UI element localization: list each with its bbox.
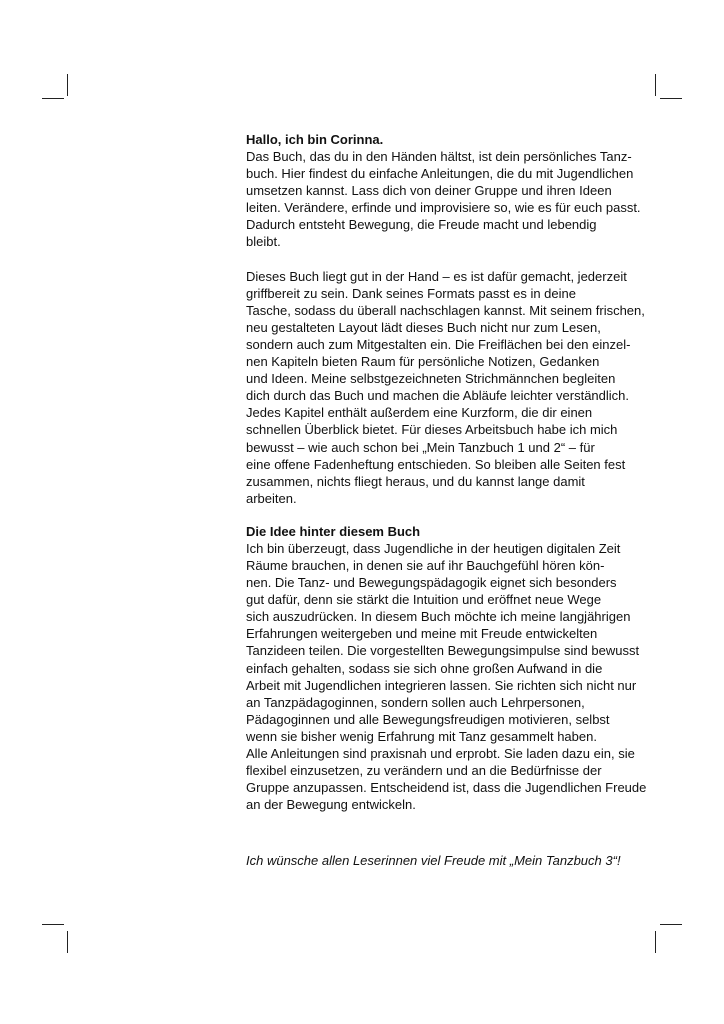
text-line: wenn sie bisher wenig Erfahrung mit Tanz gesammelt haben.	[246, 728, 597, 744]
crop-mark	[660, 98, 682, 99]
crop-mark	[655, 74, 656, 96]
text-line: schnellen Überblick bietet. Für dieses Arbeitsbuch habe ich mich	[246, 422, 618, 438]
text-line: flexibel einzusetzen, zu verändern und an die Bedürfnisse der	[246, 763, 602, 779]
text-line: griffbereit zu sein. Dank seines Formats passt es in deine	[246, 285, 576, 301]
text-line: Jedes Kapitel enthält außerdem eine Kurzform, die dir einen	[246, 405, 593, 421]
text-line: Dieses Buch liegt gut in der Hand – es ist dafür gemacht, jederzeit	[246, 268, 627, 284]
text-line: nen Kapiteln bieten Raum für persönliche Notizen, Gedanken	[246, 354, 600, 370]
text-line: und Ideen. Meine selbstgezeichneten Strichmännchen begleiten	[246, 371, 616, 387]
idea-paragraph	[246, 540, 647, 814]
intro-paragraph	[246, 148, 641, 251]
text-line: Gruppe anzupassen. Entscheidend ist, dass die Jugendlichen Freude	[246, 780, 647, 796]
text-line: arbeiten.	[246, 490, 297, 506]
book-paragraph	[246, 268, 645, 507]
crop-mark	[67, 74, 68, 96]
crop-mark	[67, 931, 68, 953]
text-line: nen. Die Tanz- und Bewegungspädagogik eignet sich besonders	[246, 575, 617, 591]
text-line: umsetzen kannst. Lass dich von deiner Gruppe und ihren Ideen	[246, 183, 612, 199]
text-column	[246, 132, 647, 813]
text-line: bewusst – wie auch schon bei „Mein Tanzbuch 1 und 2“ – für	[246, 439, 595, 455]
text-line: an Tanzpädagoginnen, sondern sollen auch Lehrpersonen,	[246, 694, 585, 710]
text-line: Pädagoginnen und alle Bewegungsfreudigen motivieren, selbst	[246, 711, 610, 727]
text-line: Tasche, sodass du überall nachschlagen kannst. Mit seinem frischen,	[246, 302, 645, 318]
text-line: sich auszudrücken. In diesem Buch möchte ich meine langjährigen	[246, 609, 631, 625]
closing-line: Ich wünsche allen Leserinnen viel Freude mit „Mein Tanzbuch 3“!	[246, 853, 621, 868]
text-line: Räume brauchen, in denen sie auf ihr Bauchgefühl hören kön-	[246, 557, 605, 573]
crop-mark	[42, 98, 64, 99]
text-line: dich durch das Buch und machen die Abläufe leichter verständlich.	[246, 388, 630, 404]
text-line: gut dafür, denn sie stärkt die Intuition und eröffnet neue Wege	[246, 592, 602, 608]
text-line: Ich bin überzeugt, dass Jugendliche in der heutigen digitalen Zeit	[246, 540, 621, 556]
text-line: zusammen, nichts fliegt heraus, und du kannst lange damit	[246, 473, 585, 489]
text-line: eine offene Fadenheftung entschieden. So bleiben alle Seiten fest	[246, 456, 626, 472]
text-line: bleibt.	[246, 234, 281, 250]
crop-mark	[42, 924, 64, 925]
text-line: an der Bewegung entwickeln.	[246, 797, 416, 813]
text-line: Arbeit mit Jugendlichen integrieren lassen. Sie richten sich nicht nur	[246, 677, 637, 693]
section-heading-intro: Hallo, ich bin Corinna.	[246, 132, 384, 147]
text-line: sondern auch zum Mitgestalten ein. Die Freiflächen bei den einzel-	[246, 336, 631, 352]
crop-mark	[655, 931, 656, 953]
text-line: neu gestalteten Layout lädt dieses Buch nicht nur zum Lesen,	[246, 319, 601, 335]
section-heading-idea: Die Idee hinter diesem Buch	[246, 523, 421, 539]
text-line: einfach gehalten, sodass sie sich ohne großen Aufwand in die	[246, 660, 603, 676]
crop-mark	[660, 924, 682, 925]
text-line: Alle Anleitungen sind praxisnah und erprobt. Sie laden dazu ein, sie	[246, 746, 635, 761]
text-line: leiten. Verändere, erfinde und improvisiere so, wie es für euch passt.	[246, 200, 641, 216]
text-line: buch. Hier findest du einfache Anleitungen, die du mit Jugendlichen	[246, 166, 634, 182]
text-line: Tanzideen teilen. Die vorgestellten Bewegungsimpulse sind bewusst	[246, 643, 640, 659]
text-line: Dadurch entsteht Bewegung, die Freude macht und lebendig	[246, 217, 597, 233]
text-line: Das Buch, das du in den Händen hältst, ist dein persönliches Tanz-	[246, 149, 632, 164]
text-line: Erfahrungen weitergeben und meine mit Freude entwickelten	[246, 626, 598, 642]
